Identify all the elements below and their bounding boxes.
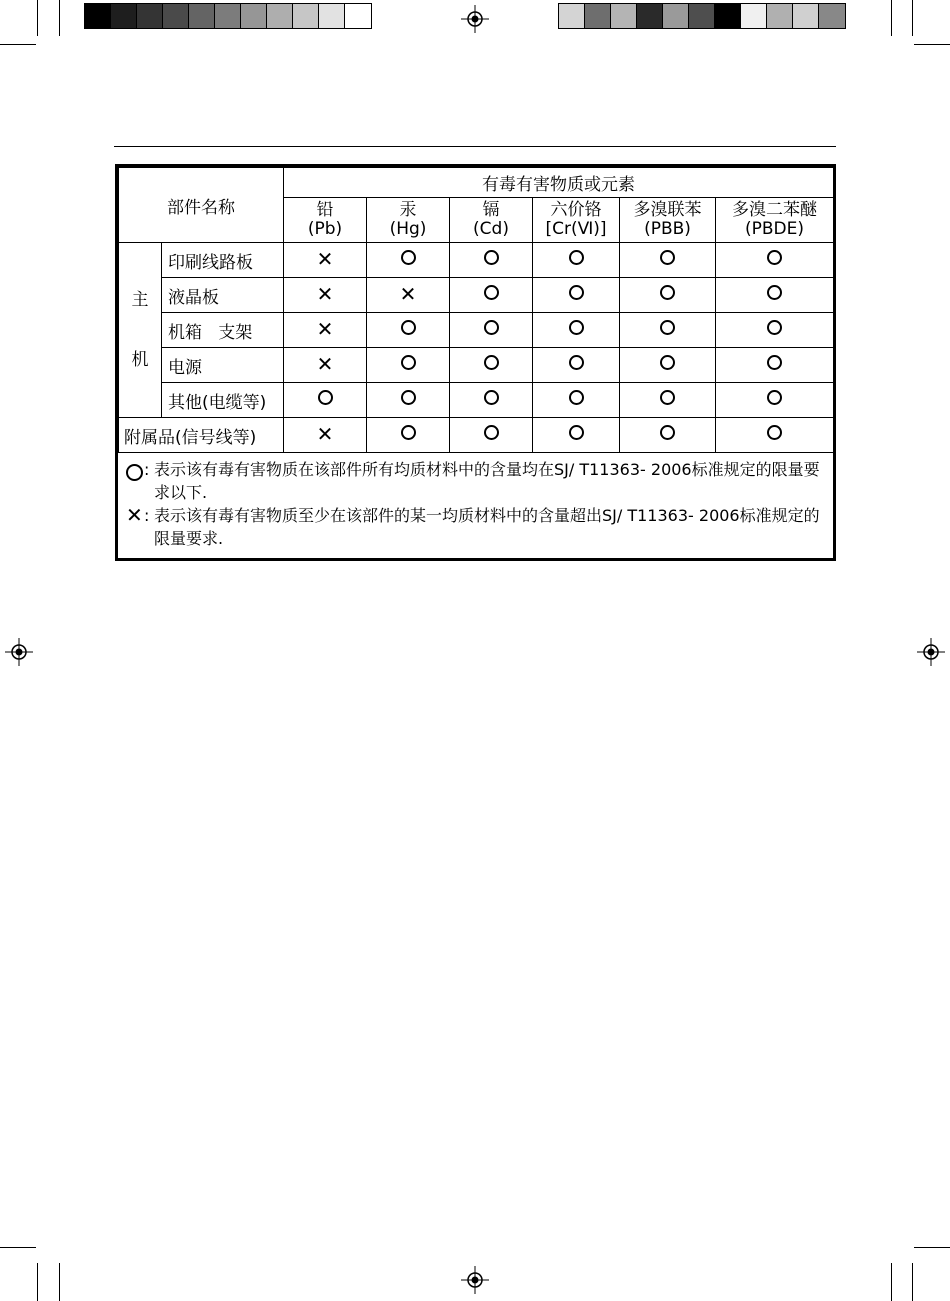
circle-mark-icon [660,285,675,300]
color-swatch [189,4,215,28]
crop-mark [37,0,38,36]
substance-cell [450,383,533,418]
color-swatch [267,4,293,28]
element-header [367,198,450,243]
color-swatch [241,4,267,28]
registration-mark-icon [5,638,33,666]
color-swatch [689,4,715,28]
crop-mark [891,0,892,36]
main-unit-char: 机 [131,350,149,370]
color-swatch [819,4,845,28]
circle-mark-icon [484,320,499,335]
substance-cell [620,243,716,278]
table-row [119,383,834,418]
substance-cell [716,418,834,453]
circle-mark-icon [569,390,584,405]
circle-mark-icon [569,425,584,440]
registration-mark-icon [917,638,945,666]
note-text: 表示该有毒有害物质在该部件所有均质材料中的含量均在SJ/ T11363- 2006标准规定的限量要求以下. [154,460,820,502]
substance-cell [450,278,533,313]
crop-mark [891,1263,892,1301]
color-swatch [637,4,663,28]
substance-cell [284,418,367,453]
circle-mark-icon [767,390,782,405]
substance-cell [367,243,450,278]
substance-cell [367,313,450,348]
substance-cell [620,313,716,348]
color-swatch [163,4,189,28]
substance-cell [533,243,620,278]
circle-mark-icon [767,355,782,370]
substance-cell [284,243,367,278]
cross-mark-icon: ✕ [316,352,334,376]
note-colon: : [144,460,150,479]
color-swatch [611,4,637,28]
element-header [620,198,716,243]
substance-cell [716,313,834,348]
circle-mark-icon [401,425,416,440]
element-name: 镉 [482,200,500,220]
color-swatch [85,4,111,28]
crop-mark [914,1247,950,1248]
substance-cell [620,348,716,383]
element-name: 多溴二苯醚 [732,200,818,220]
crop-mark [0,44,36,45]
circle-mark-icon [401,390,416,405]
color-swatch [345,4,371,28]
color-bar-left [84,3,372,29]
part-name: 液晶板 [162,278,284,313]
circle-mark-icon [660,250,675,265]
substance-cell [533,418,620,453]
header-rule [114,146,836,147]
hazardous-substance-table [118,167,834,453]
circle-mark-icon [660,390,675,405]
part-name: 其他(电缆等) [162,383,284,418]
color-swatch [585,4,611,28]
circle-mark-icon [318,390,333,405]
substance-cell [716,348,834,383]
cross-mark-icon: ✕ [316,317,334,341]
circle-mark-icon [569,285,584,300]
substance-cell [367,348,450,383]
circle-mark-icon [767,425,782,440]
substance-cell [716,383,834,418]
part-name: 机箱 支架 [162,313,284,348]
substance-cell [450,243,533,278]
note-colon: : [144,506,150,525]
crop-mark [37,1263,38,1301]
color-swatch [111,4,137,28]
circle-mark-icon [484,250,499,265]
substance-cell [533,313,620,348]
circle-mark-icon [401,250,416,265]
crop-mark [914,44,950,45]
circle-mark-icon [484,285,499,300]
substance-cell [533,348,620,383]
substance-cell [284,348,367,383]
circle-mark-icon [569,320,584,335]
note-cross [124,504,830,550]
element-name: 六价铬 [550,200,602,220]
table-row [119,313,834,348]
element-header [533,198,620,243]
registration-mark-icon [461,5,489,33]
note-text: 表示该有毒有害物质至少在该部件的某一均质材料中的含量超出SJ/ T11363- 2006标准规定的限量要求. [154,506,820,548]
circle-mark-icon [484,390,499,405]
note-circle [124,458,830,504]
color-swatch [715,4,741,28]
element-symbol: (Hg) [389,219,427,239]
cross-mark-icon: ✕ [399,282,417,306]
element-name: 铅 [316,200,334,220]
cross-mark-icon: ✕ [316,282,334,306]
color-swatch [559,4,585,28]
color-swatch [137,4,163,28]
substance-cell [450,348,533,383]
crop-mark [59,0,60,36]
substance-cell [284,313,367,348]
notes [124,458,830,550]
substance-cell [367,418,450,453]
substance-group-header: 有毒有害物质或元素 [284,168,834,198]
circle-mark-icon [767,285,782,300]
crop-mark [912,0,913,36]
table-row [119,243,834,278]
substance-cell [620,278,716,313]
part-name: 电源 [162,348,284,383]
substance-cell [620,383,716,418]
circle-mark-icon [401,320,416,335]
circle-mark-icon [569,250,584,265]
registration-mark-icon [461,1266,489,1294]
crop-mark [912,1263,913,1301]
circle-mark-icon [660,355,675,370]
circle-mark-icon [767,320,782,335]
circle-mark-icon [126,464,143,481]
substance-cell [533,383,620,418]
element-symbol: (Cd) [473,219,509,239]
color-swatch [215,4,241,28]
color-swatch [741,4,767,28]
table-row [119,278,834,313]
substance-cell [284,278,367,313]
circle-mark-icon [660,320,675,335]
element-name: 多溴联苯 [633,200,702,220]
substance-cell [367,383,450,418]
circle-mark-icon [484,355,499,370]
main-unit-char: 主 [131,290,149,310]
color-swatch [767,4,793,28]
circle-mark-icon [767,250,782,265]
element-symbol: (PBB) [644,219,691,239]
part-name: 印刷线路板 [162,243,284,278]
color-swatch [663,4,689,28]
element-symbol: [Cr(Ⅵ)] [545,219,607,239]
circle-mark-icon [569,355,584,370]
element-header [284,198,367,243]
circle-mark-icon [660,425,675,440]
cross-mark-icon: ✕ [316,247,334,271]
circle-mark-icon [484,425,499,440]
element-symbol: (Pb) [307,219,343,239]
substance-cell [716,243,834,278]
substance-cell [716,278,834,313]
substance-cell [450,313,533,348]
substance-cell [284,383,367,418]
table-row [119,348,834,383]
color-bar-right [558,3,846,29]
part-name-header: 部件名称 [119,168,284,243]
substance-cell [367,278,450,313]
circle-mark-icon [401,355,416,370]
color-swatch [319,4,345,28]
table-row [119,418,834,453]
crop-mark [0,1247,36,1248]
substance-cell [533,278,620,313]
cross-mark-icon: ✕ [126,503,143,527]
element-symbol: (PBDE) [745,219,805,239]
main-unit-label [119,243,162,418]
color-swatch [293,4,319,28]
crop-mark [59,1263,60,1301]
substance-cell [450,418,533,453]
element-header [450,198,533,243]
part-name: 附属品(信号线等) [119,418,284,453]
cross-mark-icon: ✕ [316,422,334,446]
element-name: 汞 [399,200,417,220]
substance-cell [620,418,716,453]
color-swatch [793,4,819,28]
element-header [716,198,834,243]
